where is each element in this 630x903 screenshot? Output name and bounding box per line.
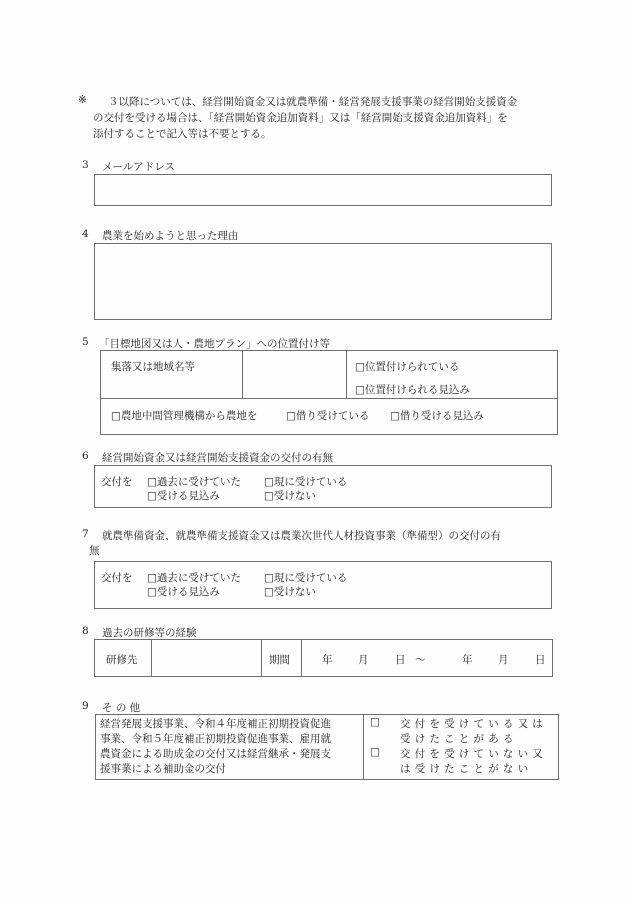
other-desc-line: 事業、令和５年度補正初期投資促進事業、雇用就	[100, 733, 331, 745]
section-6-number: 6	[82, 450, 89, 462]
section-7-number: 7	[82, 528, 89, 540]
received-option-line-2: 受けたことがある	[400, 733, 518, 745]
expected-position-checkbox[interactable]: □位置付けられる見込み	[355, 384, 470, 396]
expected-renting-checkbox[interactable]: □借り受ける見込み	[390, 410, 484, 422]
section-5-title: 「目標地図又は人・農地プラン」への位置付け等	[99, 338, 330, 350]
training-place-field[interactable]	[153, 641, 259, 675]
start-day-label: 日	[395, 654, 406, 666]
training-table-divider	[301, 639, 302, 677]
section-4-number: 4	[82, 228, 89, 240]
section-9-title: そ の 他	[102, 702, 141, 714]
section-8-title: 過去の研修等の経験	[102, 627, 197, 639]
section-7-title-line-1: 就農準備資金、就農準備支援資金又は農業次世代人材投資事業（準備型）の交付の有	[102, 530, 501, 542]
area-name-label: 集落又は地域名等	[111, 361, 195, 373]
note-line-2: の交付を受ける場合は、「経営開始資金追加資料」又は「経営開始支援資金追加資料」を	[93, 112, 508, 124]
period-tilde: ～	[415, 654, 426, 666]
section-4-title: 農業を始めようと思った理由	[102, 230, 239, 242]
section-6-title: 経営開始資金又は経営開始支援資金の交付の有無	[102, 452, 333, 464]
end-month-label: 月	[498, 654, 509, 666]
not-received-option-line-1: 交付を受けていない又	[400, 748, 547, 760]
section-9-number: 9	[82, 700, 89, 712]
positioned-checkbox[interactable]: □位置付けられている	[355, 361, 460, 373]
plan-table-divider	[346, 350, 347, 398]
end-day-label: 日	[535, 654, 546, 666]
other-desc-line: 経営発展支援事業、令和４年度補正初期投資促進	[100, 718, 331, 730]
not-received-checkbox[interactable]: □	[370, 746, 380, 758]
section-8-number: 8	[82, 625, 89, 637]
s6-expected-checkbox[interactable]: □受ける見込み	[147, 490, 220, 502]
email-field[interactable]	[94, 174, 552, 206]
reason-field[interactable]	[94, 243, 552, 320]
training-table-divider	[261, 639, 262, 677]
plan-table-divider	[100, 398, 558, 399]
s7-current-checkbox[interactable]: □現に受けている	[264, 572, 348, 584]
received-checkbox[interactable]: □	[370, 716, 380, 728]
land-bank-checkbox[interactable]: □農地中間管理機構から農地を	[111, 410, 258, 422]
section-7-title-line-2: 無	[89, 545, 100, 557]
note-mark: ※	[78, 94, 87, 106]
note-line-3: 添付することで記入等は不要とする。	[93, 128, 272, 140]
s7-past-checkbox[interactable]: □過去に受けていた	[147, 572, 241, 584]
s6-none-checkbox[interactable]: □受けない	[264, 490, 316, 502]
other-desc-line: 農資金による助成金の交付又は経営継承・発展支	[100, 748, 331, 760]
training-table-divider	[151, 639, 152, 677]
section-5-number: 5	[82, 336, 89, 348]
training-place-label: 研修先	[106, 654, 138, 666]
section-7-label: 交付を	[101, 572, 133, 584]
end-year-label: 年	[462, 654, 473, 666]
training-period-label: 期間	[269, 654, 290, 666]
section-3-number: 3	[82, 159, 89, 171]
section-3-title: メールアドレス	[102, 161, 175, 173]
start-month-label: 月	[358, 654, 369, 666]
other-table-divider	[363, 714, 364, 780]
other-desc-line: 援事業による補助金の交付	[100, 763, 226, 775]
section-6-label: 交付を	[101, 476, 133, 488]
not-received-option-line-2: は受けたことがない	[400, 763, 533, 775]
area-name-field[interactable]	[244, 352, 344, 396]
start-year-label: 年	[322, 654, 333, 666]
s6-past-checkbox[interactable]: □過去に受けていた	[147, 476, 241, 488]
received-option-line-1: 交付を受けている又は	[400, 718, 547, 730]
s7-expected-checkbox[interactable]: □受ける見込み	[147, 586, 220, 598]
s6-current-checkbox[interactable]: □現に受けている	[264, 476, 348, 488]
s7-none-checkbox[interactable]: □受けない	[264, 586, 316, 598]
note-line-1: ３以降については、経営開始資金又は就農準備・経営発展支援事業の経営開始支援資金	[108, 96, 518, 108]
renting-checkbox[interactable]: □借り受けている	[286, 410, 370, 422]
plan-table-divider	[242, 350, 243, 398]
